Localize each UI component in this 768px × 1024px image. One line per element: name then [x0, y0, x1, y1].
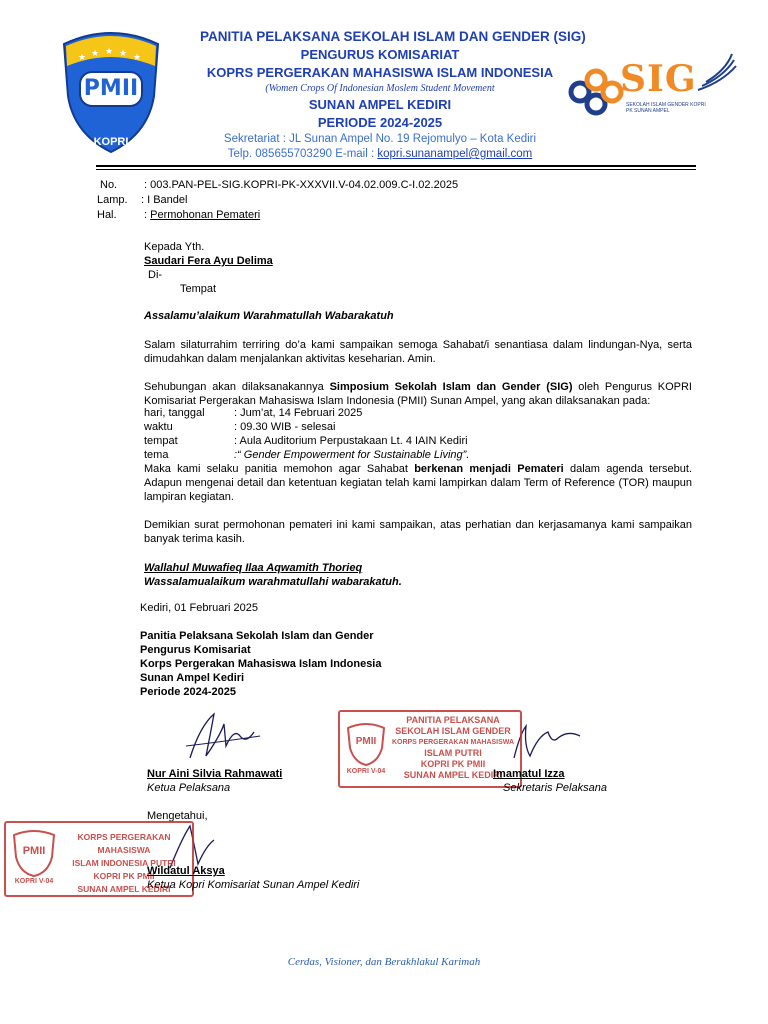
signer3-name: Wildatul Aksya	[147, 865, 225, 877]
sig-logo	[566, 52, 738, 124]
meta-no-label: No.	[100, 179, 118, 191]
paragraph-1: Salam silaturrahim terriring do’a kami sampaikan semoga Sahabat/i senantiasa dalam lindungan-Nya, serta dimudahkan dalam menjalankan aktivitas keseharian. Amin.	[144, 339, 692, 365]
svg-text:★: ★	[105, 47, 114, 57]
signer2-name: Imamatul Izza	[493, 768, 565, 780]
stamp1-logo: PMII	[355, 736, 377, 747]
para2-event: Simposium Sekolah Islam dan Gender (SIG)	[329, 381, 573, 393]
salam-open: Assalamu’alaikum Warahmatullah Wabarakatuh	[144, 310, 394, 322]
svg-text:★: ★	[78, 53, 87, 63]
detail-label-1: waktu	[144, 421, 173, 433]
meta-no-value: : 003.PAN-PEL-SIG.KOPRI-PK-XXXVII.V-04.02.009.C-I.02.2025	[144, 179, 459, 191]
signer2-role: Sekretaris Pelaksana	[503, 782, 607, 794]
svg-text:★: ★	[133, 53, 142, 63]
email-link[interactable]: kopri.sunanampel@gmail.com	[377, 148, 533, 160]
closing-line-1: Wallahul Muwafieq Ilaa Aqwamith Thorieq	[144, 562, 363, 574]
paragraph-3	[144, 462, 692, 504]
org-line-2: Korps Pergerakan Mahasiswa Islam Indonesia	[140, 658, 382, 670]
letterhead-line4: (Women Crops Of Indonesian Moslem Student Movement	[265, 83, 495, 94]
para2-a: Sehubungan akan dilaksanakannya	[144, 381, 330, 393]
org-line-4: Periode 2024-2025	[140, 686, 237, 698]
svg-text:★: ★	[91, 49, 100, 59]
detail-value-1: : 09.30 WIB - selesai	[234, 421, 336, 433]
stamp2-logo: PMII	[22, 845, 46, 857]
meta-lamp-label: Lamp.	[97, 194, 128, 206]
logo-right-subtext: SEKOLAH ISLAM GENDER KOPRI PK SUNAN AMPEL	[626, 102, 706, 114]
letterhead-line5: SUNAN AMPEL KEDIRI	[308, 97, 452, 112]
meta-lamp-value: : I Bandel	[141, 194, 188, 206]
letterhead-line2: PENGURUS KOMISARIAT	[300, 47, 460, 62]
stamp2-line-1: ISLAM INDONESIA PUTRI	[72, 858, 176, 868]
letterhead-address: Sekretariat : JL Sunan Ampel No. 19 Rejomulyo – Kota Kediri	[223, 133, 537, 145]
letter-date: Kediri, 01 Februari 2025	[140, 602, 259, 614]
stamp1-line-1: SEKOLAH ISLAM GENDER	[395, 726, 511, 736]
logo-right-text: SIG	[620, 58, 697, 100]
para3-c: dalam agenda tersebut. Adapun mengenai detail dan ketentuan kegiatan telah kami lampirkan dalam Term of Reference (TOR) maupun lampiran kegiatan.	[144, 463, 693, 503]
letterhead	[200, 28, 586, 162]
letterhead-phone: Telp. 085655703290 E-mail :	[227, 148, 378, 160]
para3-bold: berkenan menjadi Pemateri	[414, 463, 564, 475]
stamp2-line-0: KORPS PERGERAKAN MAHASISWA	[77, 832, 171, 855]
recipient-di: Di-	[148, 269, 163, 281]
header-rule-thick	[96, 165, 696, 167]
pmii-kopri-logo	[58, 26, 164, 156]
para3-a: Maka kami selaku panitia memohon agar Sahabat	[144, 463, 415, 475]
header-rule-thin	[96, 169, 696, 170]
org-line-1: Pengurus Komisariat	[140, 644, 251, 656]
closing-line-2: Wassalamualaikum warahmatullahi wabarakatuh.	[144, 576, 402, 588]
meta-hal	[144, 208, 260, 222]
recipient-greeting: Kepada Yth.	[144, 241, 205, 253]
signature-1	[180, 706, 270, 766]
letterhead-contact	[200, 147, 560, 162]
stamp2-code: KOPRI V-04	[14, 878, 54, 885]
recipient-tempat: Tempat	[180, 283, 217, 295]
para2-c: oleh Pengurus KOPRI Komisariat Pergerakan Mahasiswa Islam Indonesia (PMII) Sunan Ampel, yang akan dilaksanakan pada:	[144, 381, 692, 407]
stamp1-code: KOPRI V-04	[346, 768, 386, 775]
signer3-role: Ketua Kopri Komisariat Sunan Ampel Kediri	[147, 879, 360, 891]
detail-value-0: : Jum’at, 14 Februari 2025	[234, 407, 363, 419]
letterhead-line3: KOPRS PERGERAKAN MAHASISWA ISLAM INDONESIA	[206, 65, 554, 80]
detail-label-0: hari, tanggal	[144, 407, 205, 419]
recipient-name: Saudari Fera Ayu Delima	[144, 255, 273, 267]
svg-text:★: ★	[119, 49, 128, 59]
footer-motto: Cerdas, Visioner, dan Berakhlakul Karimah	[287, 956, 481, 968]
logo-left-subtext: KOPRI	[93, 136, 129, 148]
stamp1-line-3: ISLAM PUTRI	[424, 748, 482, 758]
signer1-role: Ketua Pelaksana	[147, 782, 231, 794]
org-line-3: Sunan Ampel Kediri	[140, 672, 245, 684]
detail-label-3: tema	[144, 449, 169, 461]
stamp1-line-5: SUNAN AMPEL KEDIRI	[403, 770, 503, 780]
org-line-0: Panitia Pelaksana Sekolah Islam dan Gender	[140, 630, 374, 642]
meta-hal-colon: :	[144, 209, 151, 221]
meta-hal-label: Hal.	[97, 209, 117, 221]
stamp1-line-2: KORPS PERGERAKAN MAHASISWA	[391, 739, 515, 746]
stamp1-line-0: PANITIA PELAKSANA	[406, 715, 500, 725]
letterhead-line6: PERIODE 2024-2025	[317, 115, 443, 130]
detail-value-2: : Aula Auditorium Perpustakaan Lt. 4 IAIN Kediri	[234, 435, 468, 447]
paragraph-2	[144, 380, 692, 408]
signer1-name: Nur Aini Silvia Rahmawati	[147, 768, 283, 780]
stamp2-line-2: KOPRI PK PMII	[93, 871, 155, 881]
paragraph-4: Demikian surat permohonan pemateri ini kami sampaikan, atas perhatian dan kerjasamanya kami sampaikan banyak terima kasih.	[144, 519, 692, 545]
mengetahui: Mengetahui,	[147, 810, 208, 822]
stamp2-line-3: SUNAN AMPEL KEDIRI	[77, 884, 171, 894]
meta-hal-value: Permohonan Pemateri	[150, 209, 261, 221]
logo-left-text: PMII	[83, 76, 139, 101]
detail-label-2: tempat	[144, 435, 178, 447]
stamp1-line-4: KOPRI PK PMII	[420, 759, 486, 769]
letterhead-line1: PANITIA PELAKSANA SEKOLAH ISLAM DAN GENDER (SIG)	[200, 29, 586, 44]
detail-value-3: :“ Gender Empowerment for Sustainable Living”.	[234, 449, 470, 461]
